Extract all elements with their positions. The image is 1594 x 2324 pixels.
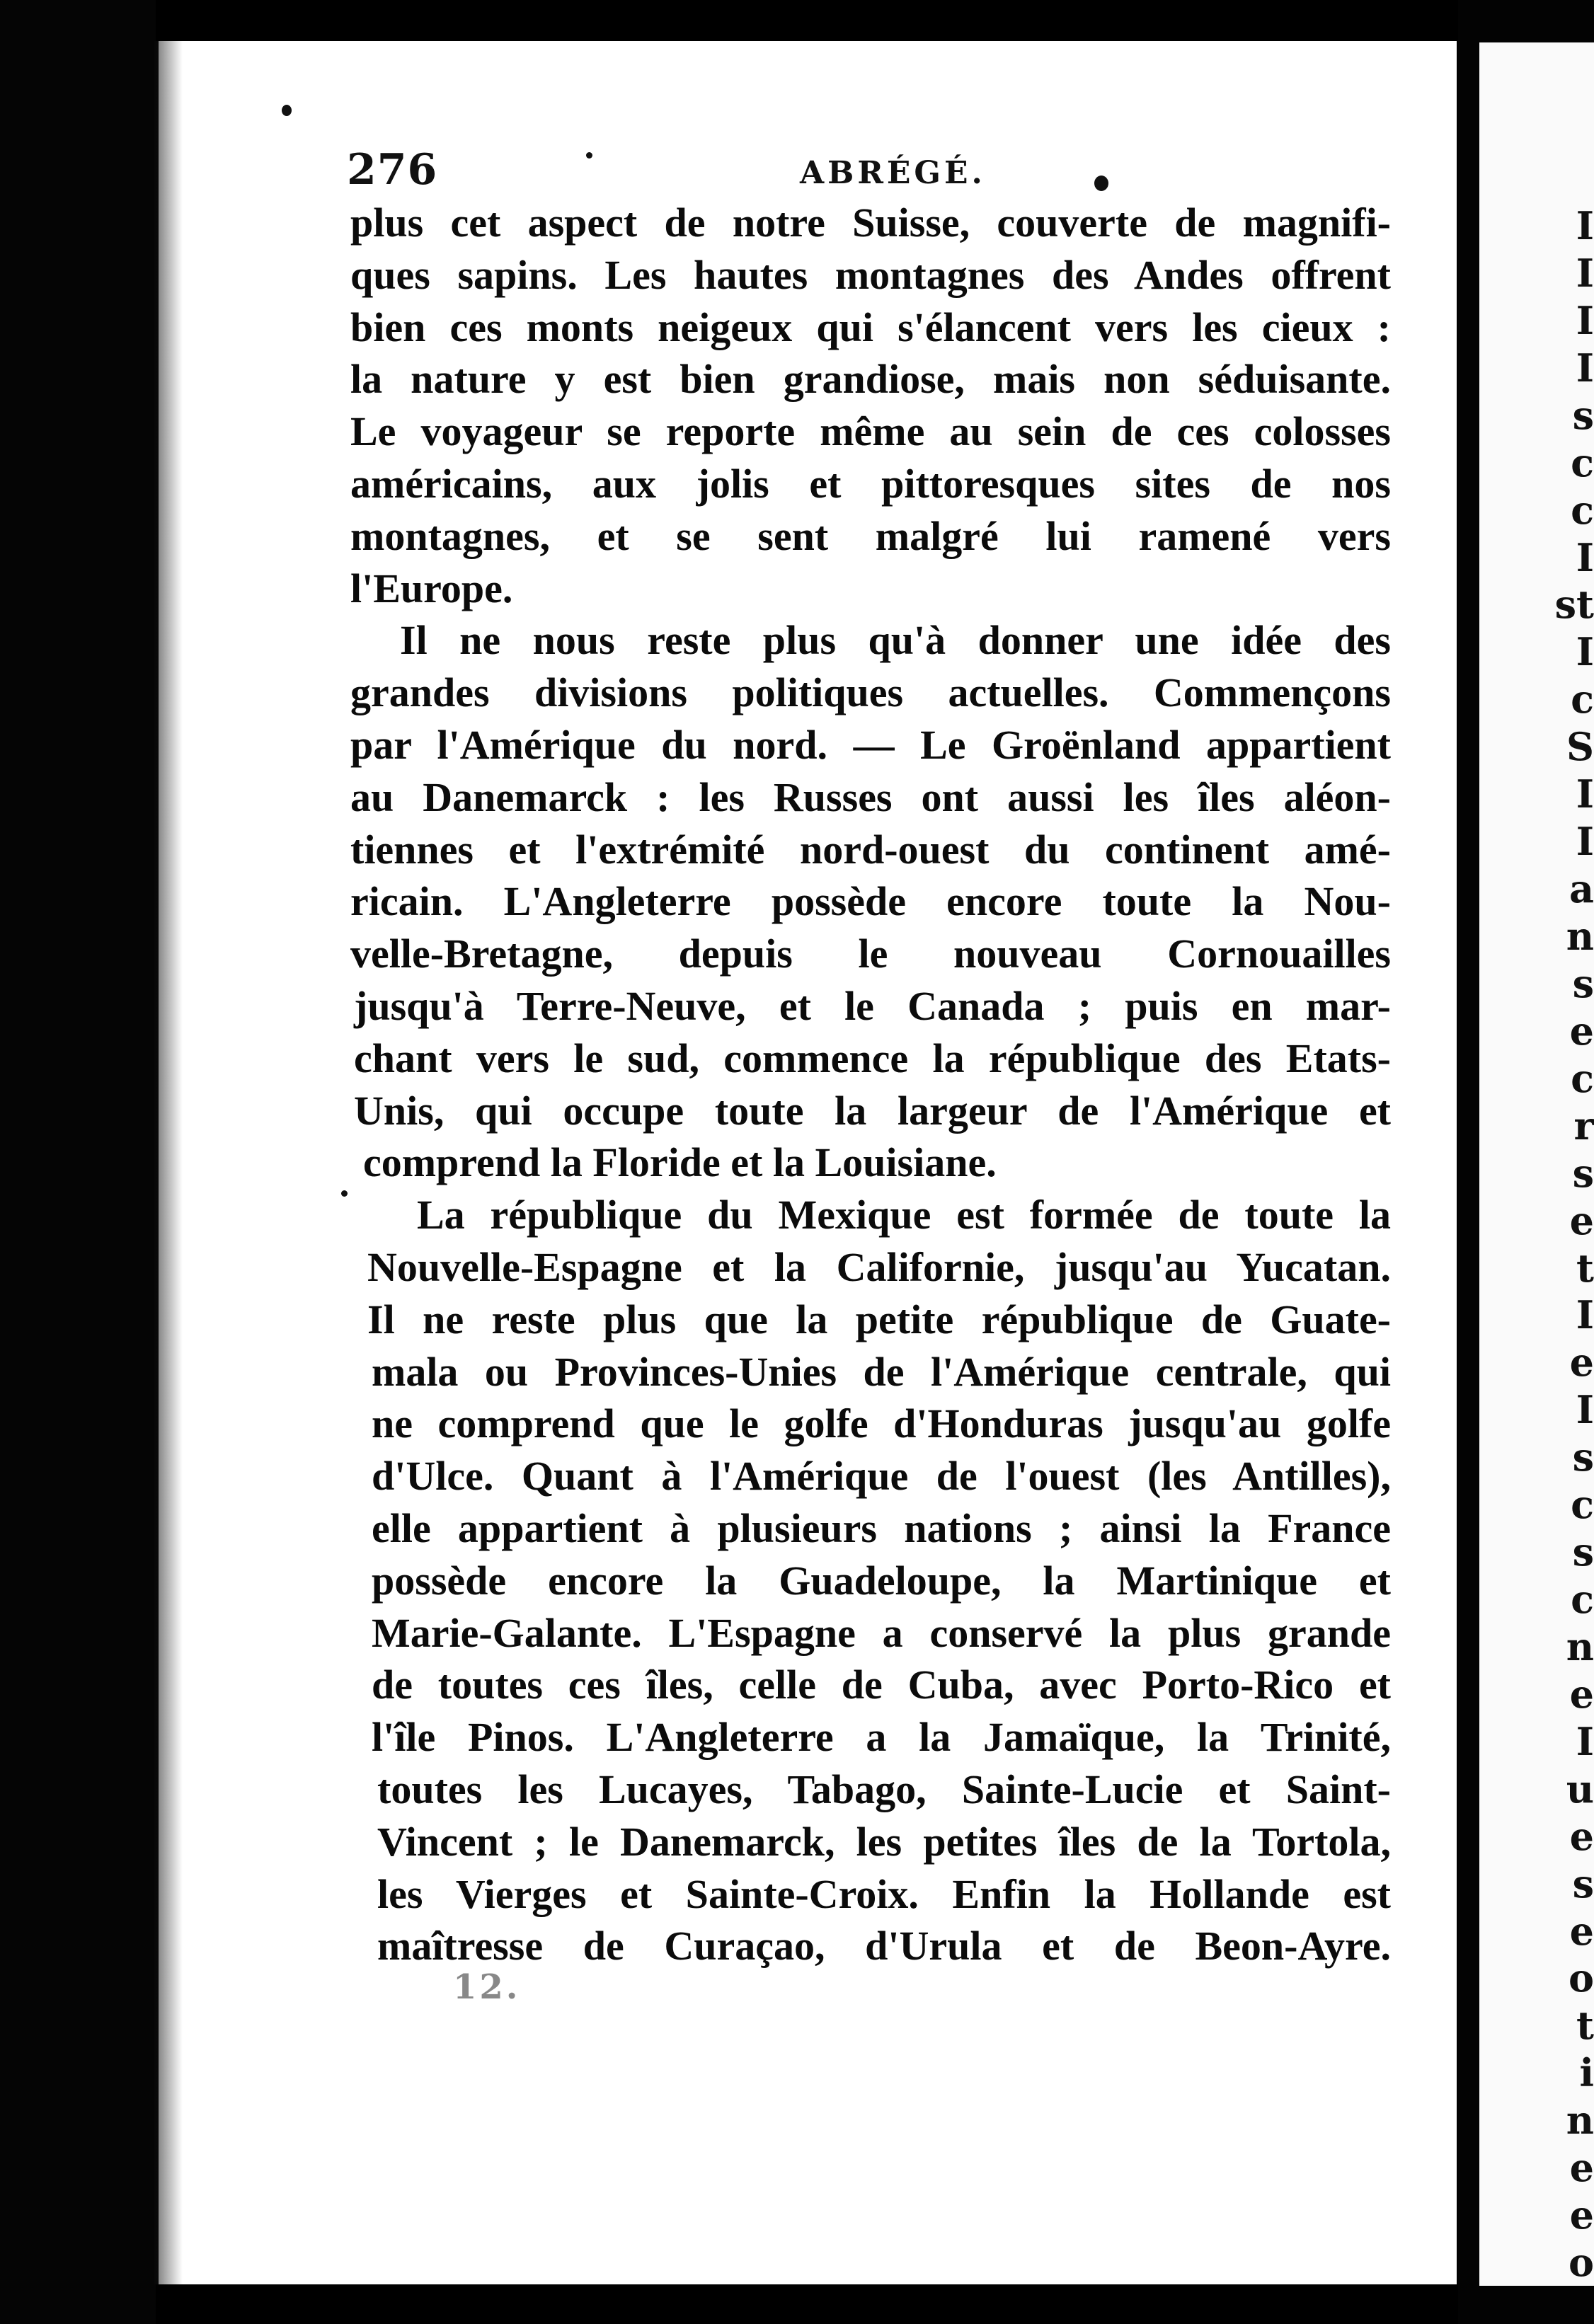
text-line: Le voyageur se reporte même au sein de ces colosses: [350, 408, 1391, 455]
text-line: ricain. L'Angleterre possède encore toute la Nou-: [350, 878, 1391, 925]
text-line: maîtresse de Curaçao, d'Urula et de Beon-Ayre.: [377, 1923, 1391, 1969]
text-line: l'Europe.: [350, 565, 513, 611]
running-header: [347, 145, 1373, 195]
facing-page-fragment: c: [1571, 1579, 1594, 1621]
text-line: la nature y est bien grandiose, mais non séduisante.: [350, 356, 1391, 403]
facing-page-fragment: I: [1576, 536, 1594, 578]
facing-page-fragment: s: [1572, 1152, 1594, 1194]
scan-speck: [1094, 176, 1108, 191]
running-title: ABRÉGÉ.: [800, 155, 986, 191]
facing-page-fragment: c: [1571, 489, 1594, 531]
facing-page-fragment: I: [1576, 1389, 1594, 1431]
facing-page-fragment: st: [1554, 584, 1594, 626]
text-line: par l'Amérique du nord. — Le Groënland appartient: [350, 721, 1391, 768]
facing-page-fragment: I: [1576, 773, 1594, 815]
text-line: possède encore la Guadeloupe, la Martinique et: [372, 1557, 1391, 1604]
text-line: elle appartient à plusieurs nations ; ainsi la France: [372, 1505, 1391, 1551]
text-line: américains, aux jolis et pittoresques sites de nos: [350, 460, 1391, 507]
scan-speck: [586, 152, 592, 159]
body-text: [350, 197, 1391, 1972]
facing-page-fragment: S: [1566, 726, 1594, 768]
text-line: La république du Mexique est formée de toute la: [417, 1192, 1391, 1238]
facing-page-fragment: i: [1579, 2052, 1594, 2094]
facing-page-fragment: e: [1569, 1342, 1594, 1384]
gutter-shadow: [154, 41, 183, 2284]
facing-page-fragment: c: [1571, 1484, 1594, 1526]
facing-page-fragment: I: [1576, 1720, 1594, 1762]
text-line: ques sapins. Les hautes montagnes des Andes offrent: [350, 251, 1391, 298]
text-line: ne comprend que le golfe d'Honduras jusqu'au golfe: [372, 1400, 1391, 1447]
facing-page-fragment: r: [1573, 1105, 1594, 1146]
text-line: grandes divisions politiques actuelles. Commençons: [350, 669, 1391, 716]
text-line: Marie-Galante. L'Espagne a conservé la plus grande: [372, 1609, 1391, 1656]
text-line: velle-Bretagne, depuis le nouveau Cornouailles: [350, 931, 1391, 977]
facing-page-fragment: s: [1572, 1863, 1594, 1904]
text-line: Il ne nous reste plus qu'à donner une idée des: [400, 617, 1391, 664]
facing-page-fragment: I: [1576, 631, 1594, 673]
facing-page-fragment: t: [1576, 1247, 1594, 1289]
text-line: mala ou Provinces-Unies de l'Amérique centrale, qui: [372, 1348, 1391, 1395]
facing-page-fragment: e: [1569, 1910, 1594, 1952]
facing-page-fragment: I: [1576, 821, 1594, 863]
text-line: chant vers le sud, commence la république des Etats-: [354, 1035, 1391, 1081]
text-line: plus cet aspect de notre Suisse, couverte de magnifi-: [350, 200, 1391, 246]
text-line: Unis, qui occupe toute la largeur de l'Amérique et: [354, 1087, 1391, 1134]
text-line: de toutes ces îles, celle de Cuba, avec Porto-Rico et: [372, 1662, 1391, 1708]
page-number: 276: [347, 145, 438, 195]
facing-page-fragment: s: [1572, 1437, 1594, 1478]
text-line: toutes les Lucayes, Tabago, Sainte-Lucie et Saint-: [377, 1766, 1391, 1812]
facing-page-fragment: n: [1566, 915, 1594, 957]
text-line: jusqu'à Terre-Neuve, et le Canada ; puis en mar-: [354, 982, 1391, 1029]
facing-page-fragment: o: [1568, 1957, 1594, 1999]
facing-page-fragment: c: [1571, 679, 1594, 720]
facing-page-fragment: t: [1576, 2005, 1594, 2047]
facing-page-fragment: e: [1569, 1673, 1594, 1715]
scan-border-left: [0, 0, 156, 2324]
facing-page-fragment: u: [1566, 1768, 1594, 1810]
facing-page-fragment: I: [1576, 1294, 1594, 1336]
facing-page-fragment: e: [1569, 1815, 1594, 1857]
text-line: Il ne reste plus que la petite république de Guate-: [367, 1296, 1391, 1342]
facing-page-fragment: e: [1569, 2194, 1594, 2236]
facing-page-fragment: I: [1576, 205, 1594, 246]
text-line: Nouvelle-Espagne et la Californie, jusqu'au Yucatan.: [367, 1243, 1391, 1290]
facing-page-fragment: s: [1572, 1531, 1594, 1573]
facing-page-fragment: e: [1569, 1200, 1594, 1241]
scan-speck: [341, 1190, 348, 1197]
text-line: Vincent ; le Danemarck, les petites îles de la Tortola,: [377, 1818, 1391, 1865]
scan-speck: [282, 105, 292, 116]
text-line: tiennes et l'extrémité nord-ouest du continent amé-: [350, 826, 1391, 873]
facing-page-fragment: I: [1576, 347, 1594, 389]
facing-page-fragment: s: [1572, 394, 1594, 436]
facing-page-fragment: e: [1569, 1010, 1594, 1052]
facing-page-fragment: I: [1576, 299, 1594, 341]
facing-page-fragment: e: [1569, 2147, 1594, 2189]
text-line: au Danemarck : les Russes ont aussi les îles aléon-: [350, 773, 1391, 820]
text-line: montagnes, et se sent malgré lui ramené vers: [350, 512, 1391, 559]
facing-page-fragment: a: [1569, 868, 1594, 910]
facing-page-fragment: s: [1572, 962, 1594, 1004]
text-line: les Vierges et Sainte-Croix. Enfin la Hollande est: [377, 1870, 1391, 1917]
text-line: bien ces monts neigeux qui s'élancent vers les cieux :: [350, 304, 1391, 350]
facing-page-fragment: I: [1576, 252, 1594, 294]
facing-page-fragment: n: [1566, 2100, 1594, 2141]
facing-page-fragment: n: [1566, 1626, 1594, 1667]
facing-page-edge: [1479, 42, 1594, 2286]
text-line: comprend la Floride et la Louisiane.: [363, 1139, 997, 1186]
facing-page-fragment: c: [1571, 442, 1594, 483]
signature-mark: 12.: [453, 1967, 521, 2007]
facing-page-fragment: c: [1571, 1057, 1594, 1099]
text-line: l'île Pinos. L'Angleterre a la Jamaïque, la Trinité,: [372, 1714, 1391, 1761]
facing-page-fragment: o: [1568, 2242, 1594, 2284]
text-line: d'Ulce. Quant à l'Amérique de l'ouest (les Antilles),: [372, 1453, 1391, 1500]
